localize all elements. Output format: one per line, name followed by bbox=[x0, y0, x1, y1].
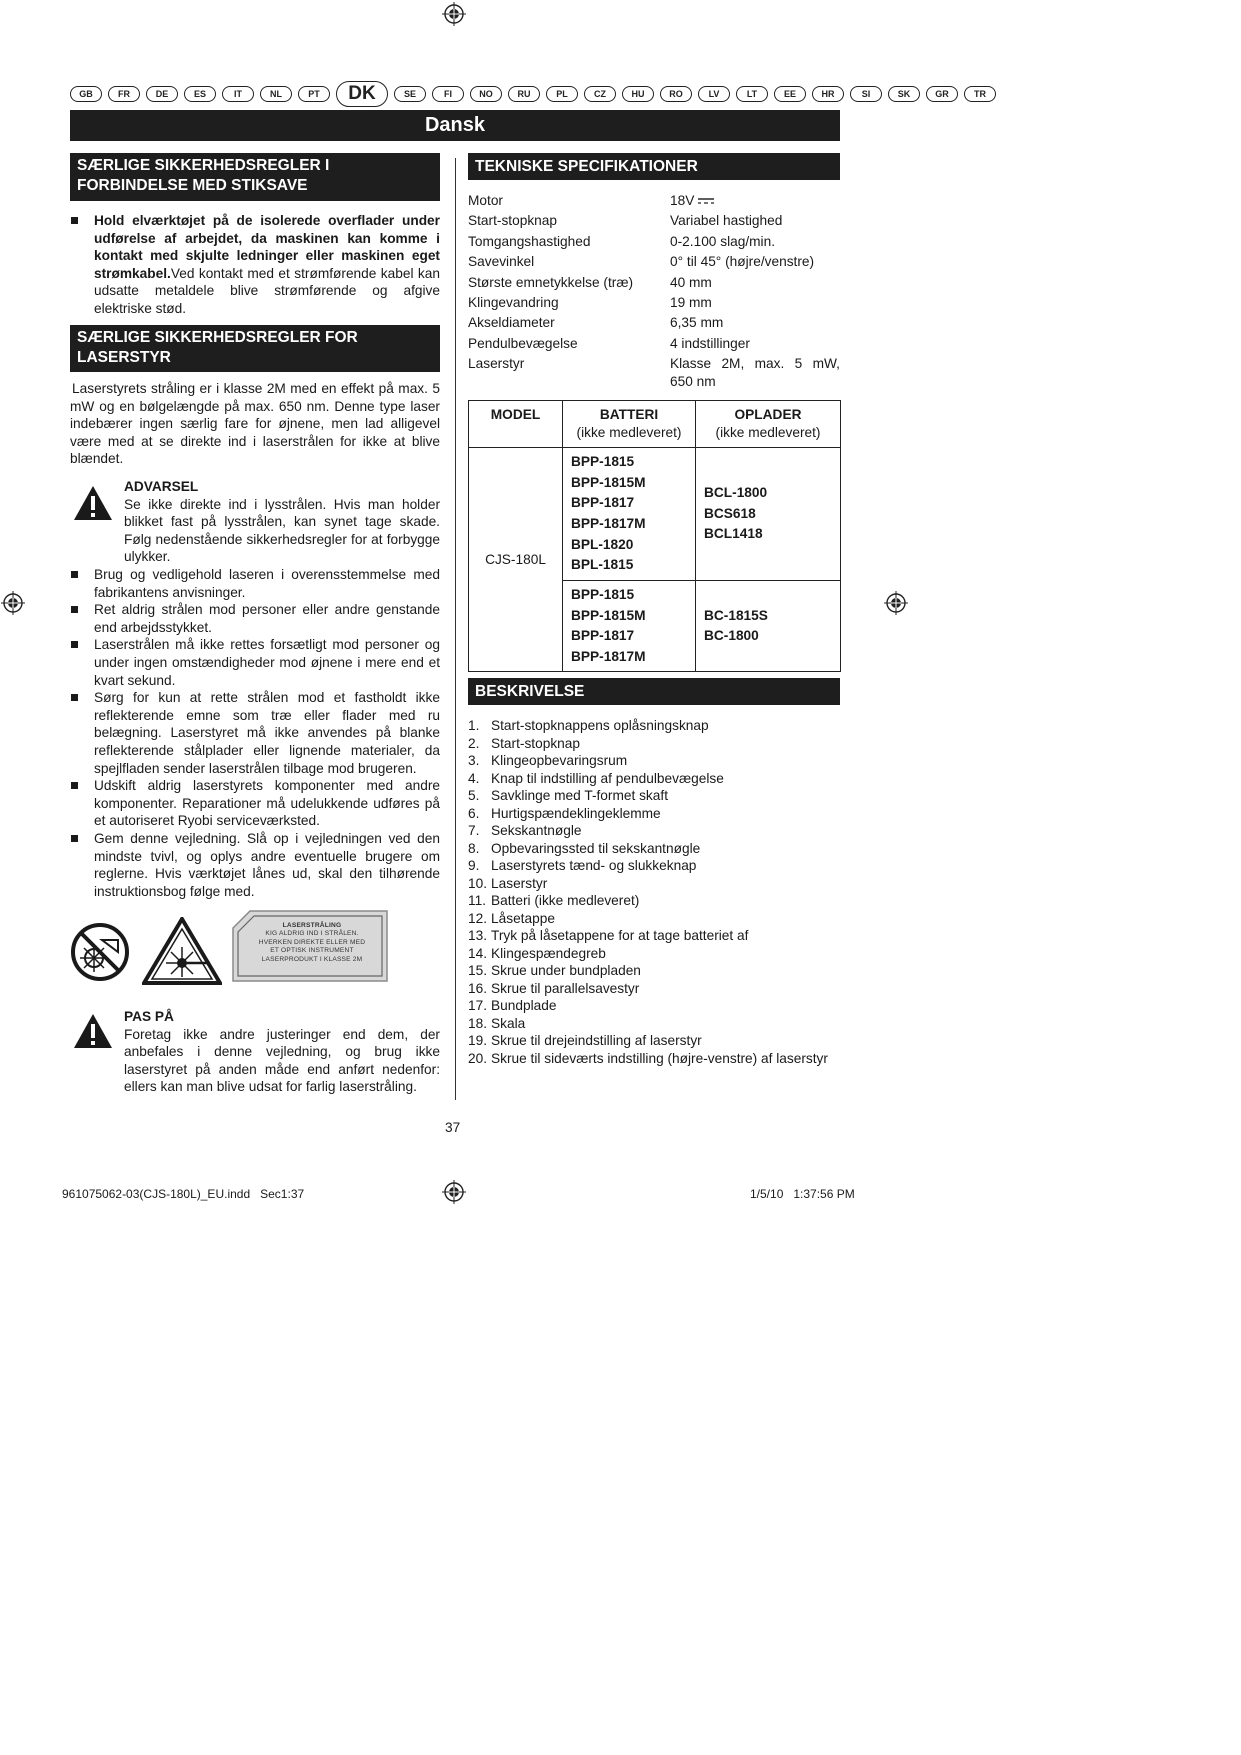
registration-mark-icon bbox=[1, 591, 25, 615]
list-item: BPL-1820 bbox=[571, 536, 634, 552]
laser-warning-label bbox=[232, 910, 388, 982]
list-item: BPP-1815 bbox=[571, 587, 635, 602]
label-line: ET OPTISK INSTRUMENT bbox=[270, 947, 354, 955]
list-item: BPL-1815 bbox=[571, 557, 634, 573]
language-badge-hr: HR bbox=[812, 86, 844, 102]
spec-label: Tomgangshastighed bbox=[468, 233, 591, 249]
list-item: 18. Skala bbox=[468, 1015, 526, 1031]
spec-row bbox=[468, 192, 840, 210]
language-badge-fi: FI bbox=[432, 86, 464, 102]
list-item: 7. Sekskantnøgle bbox=[468, 823, 582, 838]
warning-triangle-icon bbox=[73, 485, 113, 521]
description-list bbox=[468, 717, 840, 1067]
list-item: 9. Laserstyrets tænd- og slukkeknap bbox=[468, 858, 697, 873]
language-badge-pl: PL bbox=[546, 86, 578, 102]
language-selector bbox=[70, 82, 986, 106]
section-heading-description: BESKRIVELSE bbox=[468, 678, 840, 705]
list-item: Sørg for kun at rette strålen mod et fastholdt ikke reflekterende emne som træ eller flader med ru belægning. Laserstyret må ikke anvendes på blanke reflekterende stålplader eller lignende materialer, da spejlfladen sender laserstrålen tilbage mod brugeren. bbox=[70, 689, 440, 777]
spec-value: Variabel hastighed bbox=[670, 213, 783, 229]
warning-title: ADVARSEL bbox=[124, 479, 199, 494]
language-badge-lv: LV bbox=[698, 86, 730, 102]
list-item: Laserstrålen må ikke rettes forsætligt mod personer og under ingen omstændigheder mod øjnene i mere end et kvart sekund. bbox=[70, 636, 440, 689]
list-item: BC-1800 bbox=[704, 628, 759, 644]
language-badge-pt: PT bbox=[298, 86, 330, 102]
warning-block bbox=[124, 478, 440, 566]
language-badge-gb: GB bbox=[70, 86, 102, 102]
spec-value: Klasse 2M, max. 5 mW, 650 nm bbox=[670, 356, 840, 389]
language-badge-tr: TR bbox=[964, 86, 996, 102]
spec-row bbox=[468, 212, 840, 230]
list-item: 1. Start-stopknappens oplåsningsknap bbox=[468, 718, 709, 733]
list-item: Ret aldrig strålen mod personer eller andre genstande end arbejdsstykket. bbox=[70, 601, 440, 636]
battery-list bbox=[563, 448, 696, 581]
column-header-charger: OPLADER (ikke medleveret) bbox=[696, 401, 841, 448]
jigsaw-safety-list bbox=[70, 212, 440, 318]
laser-safety-list bbox=[70, 566, 440, 900]
language-badge-hu: HU bbox=[622, 86, 654, 102]
list-item: BPP-1817M bbox=[571, 516, 646, 531]
list-item: BC-1815S bbox=[704, 607, 768, 623]
spec-row bbox=[468, 314, 840, 332]
spec-row bbox=[468, 335, 840, 353]
table-row bbox=[469, 448, 841, 581]
list-item: BPP-1817 bbox=[571, 495, 635, 511]
spec-label: Motor bbox=[468, 193, 503, 208]
caution-text: Foretag ikke andre justeringer end dem, der anbefales i denne vejledning, og brug ikke laserstyret på anden måde end anført nedenfor: ellers kan man blive udsat for farlig laserstråling. bbox=[124, 1026, 440, 1095]
model-cell: CJS-180L bbox=[469, 448, 563, 672]
list-item: 4. Knap til indstilling af pendulbevægelse bbox=[468, 770, 724, 786]
no-looking-into-laser-icon bbox=[70, 922, 130, 982]
label-line: LASERSTRÅLING bbox=[282, 922, 342, 929]
laser-intro-paragraph: Laserstyrets stråling er i klasse 2M med en effekt på max. 5 mW og en bølgelængde på max. 650 nm. Denne type laser indebærer ingen særlig fare for øjnene, men lad alligevel være med at se direkte ind i laserstrålen for ikke at blive blændet. bbox=[70, 381, 440, 467]
list-item: 20. Skrue til sideværts indstilling (højre-venstre) af laserstyr bbox=[468, 1050, 828, 1066]
label-line: KIG ALDRIG IND I STRÅLEN. bbox=[265, 930, 359, 938]
list-item: 14. Klingespændegreb bbox=[468, 945, 606, 961]
list-item: Udskift aldrig laserstyrets komponenter med andre komponenter. Reparationer må udelukkende udføres på et autoriseret Ryobi serviceværksted. bbox=[70, 777, 440, 830]
language-badge-gr: GR bbox=[926, 86, 958, 102]
spec-label: Laserstyr bbox=[468, 356, 525, 372]
spec-label: Savevinkel bbox=[468, 254, 535, 270]
spec-row bbox=[468, 294, 840, 312]
list-item: BPP-1815M bbox=[571, 474, 646, 490]
list-item: 15. Skrue under bundpladen bbox=[468, 963, 641, 978]
spec-value: 0° til 45° (højre/venstre) bbox=[670, 254, 815, 270]
language-badge-se: SE bbox=[394, 86, 426, 102]
footer-timestamp: 1/5/10 1:37:56 PM bbox=[750, 1187, 855, 1201]
list-item: 13. Tryk på låsetappene for at tage batteriet af bbox=[468, 928, 749, 943]
language-badge-sk: SK bbox=[888, 86, 920, 102]
battery-list bbox=[563, 581, 696, 672]
spec-value: 6,35 mm bbox=[670, 315, 724, 331]
label-line: LASERPRODUKT I KLASSE 2M bbox=[261, 955, 363, 963]
spec-label: Pendulbevægelse bbox=[468, 335, 578, 351]
spec-row bbox=[468, 355, 840, 390]
list-item: BCL1418 bbox=[704, 526, 763, 542]
language-badge-no: NO bbox=[470, 86, 502, 102]
caution-block bbox=[124, 1008, 440, 1096]
column-divider bbox=[455, 158, 456, 1100]
list-item: BPP-1815M bbox=[571, 607, 646, 623]
spec-label: Største emnetykkelse (træ) bbox=[468, 274, 634, 290]
spec-value: 0-2.100 slag/min. bbox=[670, 233, 775, 249]
language-badge-ro: RO bbox=[660, 86, 692, 102]
list-item: 19. Skrue til drejeindstilling af laserstyr bbox=[468, 1033, 702, 1048]
registration-mark-icon bbox=[442, 2, 466, 26]
language-badge-lt: LT bbox=[736, 86, 768, 102]
caution-triangle-icon bbox=[73, 1013, 113, 1049]
list-item: BCS618 bbox=[704, 505, 756, 521]
registration-mark-icon bbox=[884, 591, 908, 615]
registration-mark-icon bbox=[442, 1180, 466, 1204]
language-badge-si: SI bbox=[850, 86, 882, 102]
language-badge-ru: RU bbox=[508, 86, 540, 102]
list-item: Gem denne vejledning. Slå op i vejledningen ved den mindste tvivl, og oplys andre eventuelle brugere om reglerne. Hvis værktøjet lånes ud, skal den tilhørende instruktionsbog følge med. bbox=[70, 830, 440, 900]
language-badge-ee: EE bbox=[774, 86, 806, 102]
list-item: 6. Hurtigspændeklingeklemme bbox=[468, 805, 661, 821]
list-item: BPP-1817M bbox=[571, 648, 646, 664]
spec-value: 40 mm bbox=[670, 274, 712, 290]
list-item: 16. Skrue til parallelsavestyr bbox=[468, 980, 640, 996]
caution-title: PAS PÅ bbox=[124, 1009, 174, 1024]
column-header-battery: BATTERI (ikke medleveret) bbox=[563, 401, 696, 448]
language-badge-cz: CZ bbox=[584, 86, 616, 102]
list-item: 2. Start-stopknap bbox=[468, 735, 581, 751]
list-item: 12. Låsetappe bbox=[468, 910, 555, 926]
column-header-model: MODEL bbox=[469, 401, 563, 448]
charger-list bbox=[696, 448, 841, 581]
spec-row bbox=[468, 253, 840, 271]
section-heading-laser-safety: SÆRLIGE SIKKERHEDSREGLER FOR LASERSTYR bbox=[70, 325, 440, 372]
page-number: 37 bbox=[445, 1120, 461, 1135]
label-line: HVERKEN DIREKTE ELLER MED bbox=[258, 938, 366, 946]
laser-hazard-triangle-icon bbox=[142, 917, 222, 985]
specifications-list bbox=[468, 192, 840, 393]
page-title: Dansk bbox=[70, 110, 840, 141]
language-badge-es: ES bbox=[184, 86, 216, 102]
language-badge-it: IT bbox=[222, 86, 254, 102]
spec-label: Klingevandring bbox=[468, 294, 559, 310]
list-item: BPP-1817 bbox=[571, 628, 635, 644]
list-item: 3. Klingeopbevaringsrum bbox=[468, 753, 628, 768]
spec-value: 18V bbox=[670, 192, 840, 210]
charger-list bbox=[696, 581, 841, 672]
list-item: Brug og vedligehold laseren i overensstemmelse med fabrikantens anvisninger. bbox=[70, 566, 440, 601]
list-item: BPP-1815 bbox=[571, 454, 635, 470]
spec-value: 19 mm bbox=[670, 294, 712, 310]
list-item: Hold elværktøjet på de isolerede overflader under udførelse af arbejdet, da maskinen kan komme i kontakt med skjulte ledninger eller maskinen eget strømkabel.Ved kontakt med et strømførende kabel kan udsatte metaldele blive strømførende og afgive elektriske stød. bbox=[70, 212, 440, 318]
language-badge-fr: FR bbox=[108, 86, 140, 102]
spec-row bbox=[468, 274, 840, 292]
model-table bbox=[468, 400, 841, 672]
spec-label: Akseldiameter bbox=[468, 315, 555, 331]
spec-value: 4 indstillinger bbox=[670, 335, 750, 351]
direct-current-icon bbox=[698, 197, 714, 205]
list-item: 5. Savklinge med T-formet skaft bbox=[468, 788, 668, 803]
list-item: 11. Batteri (ikke medleveret) bbox=[468, 893, 640, 908]
section-heading-jigsaw-safety: SÆRLIGE SIKKERHEDSREGLER I FORBINDELSE MED STIKSAVE bbox=[70, 153, 440, 201]
language-badge-de: DE bbox=[146, 86, 178, 102]
list-item: 10. Laserstyr bbox=[468, 875, 548, 891]
list-item: 8. Opbevaringssted til sekskantnøgle bbox=[468, 840, 701, 856]
list-item: 17. Bundplade bbox=[468, 998, 557, 1013]
spec-row bbox=[468, 233, 840, 251]
table-row bbox=[469, 401, 841, 448]
list-item: BCL-1800 bbox=[704, 485, 768, 501]
spec-label: Start-stopknap bbox=[468, 213, 558, 229]
section-heading-specs: TEKNISKE SPECIFIKATIONER bbox=[468, 153, 840, 180]
language-badge-dk: DK bbox=[336, 81, 388, 107]
warning-text: Se ikke direkte ind i lysstrålen. Hvis man holder blikket fast på lysstrålen, kan synet tage skade. Følg nedenstående sikkerhedsregler for at forbygge ulykker. bbox=[124, 496, 440, 565]
footer-file-name: 961075062-03(CJS-180L)_EU.indd Sec1:37 bbox=[62, 1187, 305, 1201]
language-badge-nl: NL bbox=[260, 86, 292, 102]
